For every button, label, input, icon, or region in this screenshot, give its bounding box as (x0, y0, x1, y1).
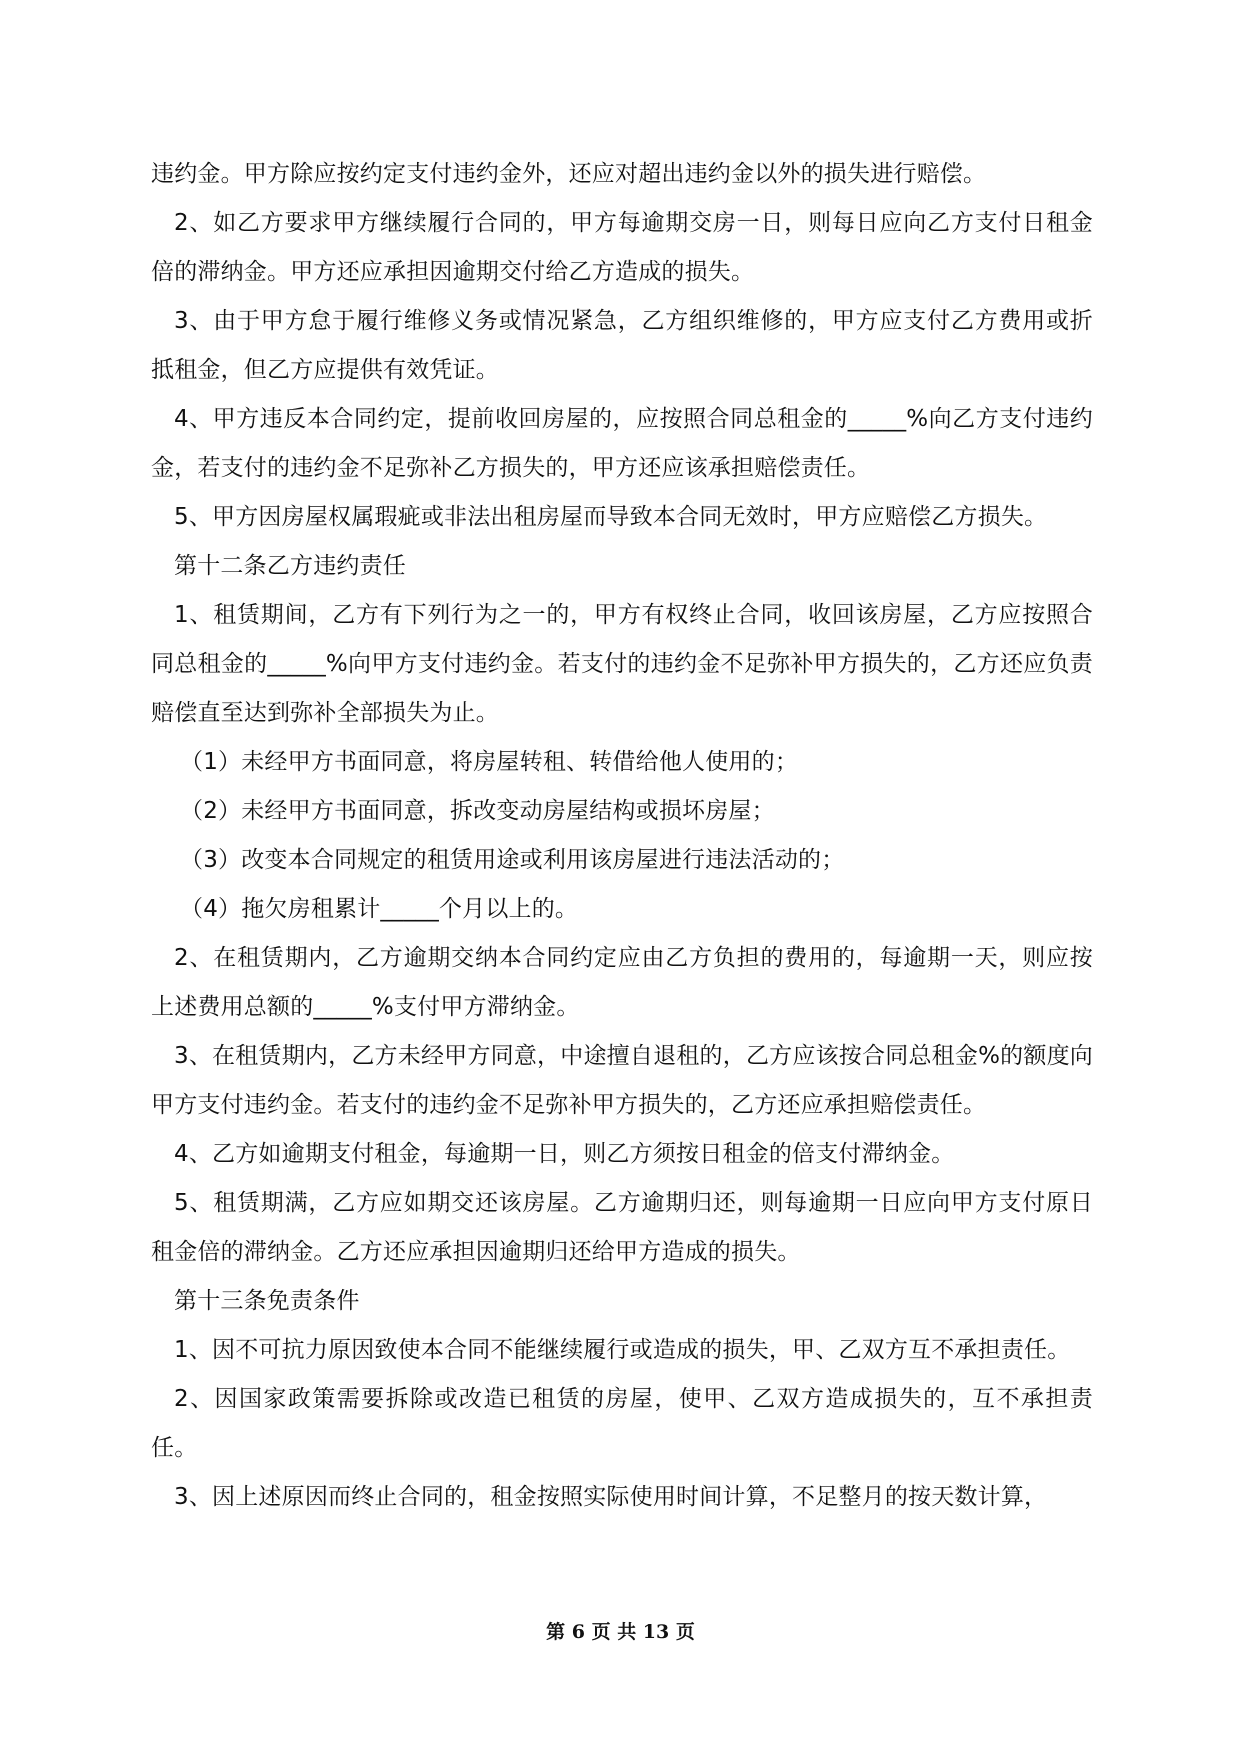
paragraph-continuation: 违约金。甲方除应按约定支付违约金外，还应对超出违约金以外的损失进行赔偿。 (151, 161, 987, 187)
section-heading-12: 第十二条乙方违约责任 (174, 553, 406, 579)
paragraph-clause-4: 4、甲方违反本合同约定，提前收回房屋的，应按照合同总租金的_____%向乙方支付违约金，若支付的违约金不足弥补乙方损失的，甲方还应该承担赔偿责任。 (151, 406, 1093, 481)
paragraph-clause-12-5: 5、租赁期满，乙方应如期交还该房屋。乙方逾期归还，则每逾期一日应向甲方支付原日租金倍的滞纳金。乙方还应承担因逾期归还给甲方造成的损失。 (151, 1190, 1093, 1265)
document-body (151, 150, 1093, 1522)
paragraph-clause-3: 3、由于甲方怠于履行维修义务或情况紧急，乙方组织维修的，甲方应支付乙方费用或折抵租金，但乙方应提供有效凭证。 (151, 308, 1093, 383)
page-number-footer: 第 6 页 共 13 页 (546, 1621, 695, 1643)
subitem-2: （2）未经甲方书面同意，拆改变动房屋结构或损坏房屋； (180, 798, 775, 824)
paragraph-clause-12-1: 1、租赁期间，乙方有下列行为之一的，甲方有权终止合同，收回该房屋，乙方应按照合同总租金的_____%向甲方支付违约金。若支付的违约金不足弥补甲方损失的，乙方还应负责赔偿直至达到弥补全部损失为止。 (151, 602, 1093, 726)
paragraph-clause-13-3: 3、因上述原因而终止合同的，租金按照实际使用时间计算，不足整月的按天数计算， (174, 1484, 1048, 1510)
paragraph-clause-13-1: 1、因不可抗力原因致使本合同不能继续履行或造成的损失，甲、乙双方互不承担责任。 (174, 1337, 1071, 1363)
subitem-4: （4）拖欠房租累计_____个月以上的。 (180, 896, 579, 922)
paragraph-clause-13-2: 2、因国家政策需要拆除或改造已租赁的房屋，使甲、乙双方造成损失的，互不承担责任。 (151, 1386, 1093, 1461)
section-heading-13: 第十三条免责条件 (174, 1288, 360, 1314)
paragraph-clause-2: 2、如乙方要求甲方继续履行合同的，甲方每逾期交房一日，则每日应向乙方支付日租金倍的滞纳金。甲方还应承担因逾期交付给乙方造成的损失。 (151, 210, 1093, 285)
subitem-1: （1）未经甲方书面同意，将房屋转租、转借给他人使用的； (180, 749, 799, 775)
paragraph-clause-12-3: 3、在租赁期内，乙方未经甲方同意，中途擅自退租的，乙方应该按合同总租金%的额度向甲方支付违约金。若支付的违约金不足弥补甲方损失的，乙方还应承担赔偿责任。 (151, 1043, 1093, 1118)
subitem-3: （3）改变本合同规定的租赁用途或利用该房屋进行违法活动的； (180, 847, 845, 873)
paragraph-clause-12-2: 2、在租赁期内，乙方逾期交纳本合同约定应由乙方负担的费用的，每逾期一天，则应按上述费用总额的_____%支付甲方滞纳金。 (151, 945, 1093, 1020)
paragraph-clause-12-4: 4、乙方如逾期支付租金，每逾期一日，则乙方须按日租金的倍支付滞纳金。 (174, 1141, 955, 1167)
paragraph-clause-5: 5、甲方因房屋权属瑕疵或非法出租房屋而导致本合同无效时，甲方应赔偿乙方损失。 (174, 504, 1048, 530)
